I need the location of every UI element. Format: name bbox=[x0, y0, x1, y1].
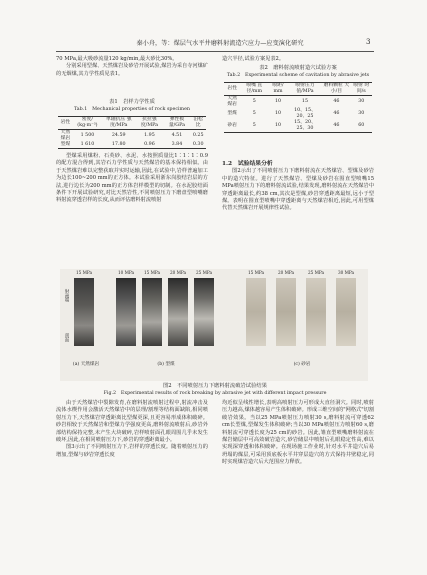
specimen-photo bbox=[246, 278, 266, 346]
table-cell: 5 bbox=[252, 99, 256, 105]
running-header bbox=[0, 38, 427, 50]
table-row bbox=[58, 129, 206, 141]
table-row bbox=[224, 108, 372, 120]
table1-header-cell: 岩性 bbox=[58, 117, 73, 130]
table-cell: 0.30 bbox=[192, 142, 204, 148]
section-1-2 bbox=[222, 161, 374, 213]
table-cell: 4.51 bbox=[171, 133, 183, 139]
group-label-b: (b) 型煤 bbox=[157, 362, 175, 367]
pressure-label: 25 MPa bbox=[307, 270, 325, 275]
left-column-top bbox=[56, 56, 208, 78]
table2-caption-cn: 表2 磨料射流喷射造穴试验方案 bbox=[259, 65, 337, 71]
table-cell: 0.25 bbox=[192, 133, 204, 139]
specimen-photo bbox=[336, 278, 356, 346]
table1-header-cell: 单轴抗压 强度/MPa bbox=[102, 117, 135, 130]
specimen-photo bbox=[168, 278, 188, 346]
table-cell: 天然煤岩 bbox=[60, 130, 71, 141]
table-cell: 24.59 bbox=[111, 133, 126, 139]
table-cell: 1 610 bbox=[80, 142, 95, 148]
table2-header-cell: 喷距/ mm bbox=[268, 83, 287, 96]
right-column-top bbox=[222, 56, 374, 63]
table2-header-cell: 喷射 时间/s bbox=[351, 83, 372, 96]
table2-header-cell: 喷嘴 直径/mm bbox=[240, 83, 268, 96]
table1-caption-en: Tab.1 Mechanical properties of rock specimen bbox=[73, 107, 191, 112]
table2-caption bbox=[222, 65, 374, 79]
table-cell: 5 bbox=[252, 111, 256, 117]
table2 bbox=[224, 82, 372, 133]
table-cell: 46 bbox=[333, 123, 340, 129]
table2-header-cell: 岩性 bbox=[224, 83, 240, 96]
table-row bbox=[224, 95, 372, 107]
table1-header-cell: 密度/ (kg·m⁻³) bbox=[73, 117, 102, 130]
table-cell: 1 500 bbox=[80, 133, 95, 139]
table1-header-cell: 弹性模 量/GPa bbox=[163, 117, 190, 130]
pressure-label: 20 MPa bbox=[169, 270, 187, 275]
group-label-a: (a) 天然煤岩 bbox=[72, 362, 100, 367]
table-cell: 3.84 bbox=[171, 142, 183, 148]
pressure-label: 10 MPa bbox=[117, 270, 135, 275]
section-para: 图2示出了不同喷射压力下磨料射流在天然煤岩、型煤及砂岩中的造穴特征。进行了天然煤岩、型煤及砂岩在围直型喷嘴15 MPa喷射压力下的磨料射流试验,结果发现,磨料射流在天然煤岩中穿透距离最长,约38 cm,其次是型煤,砂岩穿透距离最短,远小于型煤。表明在围直型喷嘴中穿透距离与天然煤岩相近,因此,可用型煤代替天然煤岩开展规律性试验。 bbox=[222, 168, 374, 212]
table-cell: 10 bbox=[274, 99, 282, 105]
pressure-label: 25 MPa bbox=[195, 270, 213, 275]
table-cell: 15 bbox=[301, 99, 309, 105]
table1-header-cell: 泊松 比 bbox=[190, 117, 206, 130]
figure-caption-en: Fig.2 Experimental results of rock breaking by abrasive jet with different impact pressure bbox=[103, 391, 327, 396]
table-cell: 10、15、 20、25 bbox=[294, 108, 316, 119]
table-cell: 型煤 bbox=[227, 111, 237, 117]
table-cell: 5 bbox=[252, 123, 256, 129]
table-cell: 17.80 bbox=[111, 142, 126, 148]
table-cell: 10 bbox=[274, 111, 282, 117]
table1-caption bbox=[56, 99, 208, 113]
table-row bbox=[224, 120, 372, 132]
bottom-right-para: 均近似呈线性增长,表明高喷射压力可形成大直径洞穴。同时,喷射压力越高,煤体越容易产生体积破碎。形成三维空间的"网格式"切割破岩效果。当以25 MPa喷射压力喷射30 s,磨料射流可穿透62 cm长型煤,型煤发生体积破碎;当以30 MPa喷射压力喷射60 s,磨料射流可穿透长度为25 cm的砂岩。因此,雏直型喷嘴磨料射流在煤岩储层中可高效破岩造穴,砂岩储层中喷射后孔眼稳定性高,难以实现深穿透和体积破碎。在现场施工作业时,针对水平井造穴后易坍塌的煤层,可采用顶底板水平井穿层造穴的方式保持井壁稳定,同时实现煤岩造穴后大范围应力释放。 bbox=[222, 400, 374, 466]
bottom-left-column bbox=[56, 400, 208, 459]
left-para-2: 型煤采用煤粉、石英砂、水泥、水按照质量比1∶1∶1∶0.9的配方混合得到,其岩石力学性质与天然煤岩的基本保持相似。由于天然煤岩难以完整获取并实时运输,因此,在试验中,岩样普遍加工为边长100~200 mm的正方体。本试验采用浙东岗胶结岩层的方法,进行边长为200 mm的正方体岩样模型的切制。在水泥胶结面条件下开展试验研究,对比天然岩性,不同喷射压力下磨盘型喷嘴磨料射流穿透岩样的长度,从而评估磨料射流喷射 bbox=[56, 153, 208, 204]
table2-header-cell: 喷射压力 值/MPa bbox=[288, 83, 322, 96]
section-title: 1.2 试验结果分析 bbox=[222, 161, 273, 167]
pressure-label: 15 MPa bbox=[247, 270, 265, 275]
pressure-label: 15 MPa bbox=[75, 270, 93, 275]
specimen-photo bbox=[276, 278, 296, 346]
table2-header-cell: 磨料颗粒 大小/目 bbox=[323, 83, 350, 94]
bottom-right-column bbox=[222, 400, 374, 467]
specimen-photo bbox=[142, 278, 162, 346]
table-cell: 0.96 bbox=[144, 142, 155, 148]
table-cell: 15、20、 25、30 bbox=[294, 120, 316, 131]
figure-2-caption bbox=[56, 383, 374, 397]
specimen-photo bbox=[74, 278, 94, 346]
table2-caption-en: Tab.2 Experimental scheme of cavitation by abrasive jets bbox=[226, 73, 370, 78]
table1 bbox=[58, 116, 206, 149]
group-label-c: (c) 砂岩 bbox=[293, 362, 311, 367]
bottom-left-para-1: 由于天然煤岩中裂隙发育,在磨料射流喷射过程中,射流冲击及流体水楔作用会激活天然煤岩中的层理/割理等结构面缺陷,相同喷射压力下,天然煤岩穿透距离比型煤更深,且更容易形成体积破碎。砂岩相较于天然煤岩和型煤力学强度更高,磨料射流喷射后,砂岩外部结构保持完整,未产生大块破碎,岩样喷射面孔眼周围几乎未发生破坏,因此,在相同喷射压力下,砂岩的穿透距离最小。 bbox=[56, 400, 208, 444]
table-cell: 30 bbox=[358, 99, 365, 105]
table1-caption-cn: 表1 岩样力学性质 bbox=[109, 99, 155, 105]
row-label-top: 射流端 bbox=[64, 289, 69, 303]
table-cell: 砂岩 bbox=[227, 123, 237, 129]
table-cell: 天然煤岩 bbox=[227, 96, 237, 107]
table-cell: 10 bbox=[274, 123, 282, 129]
right-line-1: 造穴半径,试验方案见表2。 bbox=[222, 56, 285, 62]
table1-header-cell: 抗拉强 度/MPa bbox=[135, 117, 163, 130]
bottom-left-para-2: 图3示出了不同喷射压力下,岩样的穿透长度。随着喷射压力的增加,型煤与砂岩穿透长度 bbox=[56, 444, 208, 458]
header-rule bbox=[56, 51, 374, 52]
specimen-photo bbox=[306, 278, 326, 346]
table-cell: 60 bbox=[358, 123, 365, 129]
pressure-label: 20 MPa bbox=[277, 270, 295, 275]
table-cell: 1.95 bbox=[144, 133, 155, 139]
table-row bbox=[58, 142, 206, 149]
left-line-1: 70 MPa,最大吸砂流量120 kg/min,最大砂比30%。 bbox=[56, 56, 178, 62]
figure-2 bbox=[60, 269, 368, 381]
table-cell: 30 bbox=[358, 111, 365, 117]
pressure-label: 30 MPa bbox=[337, 270, 355, 275]
table1-header-row bbox=[58, 117, 206, 130]
specimen-photo bbox=[194, 278, 214, 346]
table-cell: 型煤 bbox=[60, 142, 71, 148]
pressure-label: 15 MPa bbox=[143, 270, 161, 275]
running-title: 秦小舟，等：煤层气水平井磨料射流造穴应力—应变演化研究 bbox=[136, 40, 304, 47]
row-label-bottom: 剖面 bbox=[64, 333, 69, 342]
table-cell: 46 bbox=[333, 111, 340, 117]
table-cell: 46 bbox=[333, 99, 340, 105]
table2-header-row bbox=[224, 83, 372, 96]
page-number: 3 bbox=[366, 38, 371, 46]
left-para-1: 分别采用型煤、天然煤岩及砂岩开展试验,煤岩为采自寺河煤矿的无烟煤,其力学性质见表1。 bbox=[56, 63, 208, 77]
left-column-body bbox=[56, 153, 208, 205]
specimen-photo bbox=[116, 278, 136, 346]
figure-caption-cn: 图2 不同喷射压力下磨料射流破岩试验结果 bbox=[162, 383, 267, 389]
